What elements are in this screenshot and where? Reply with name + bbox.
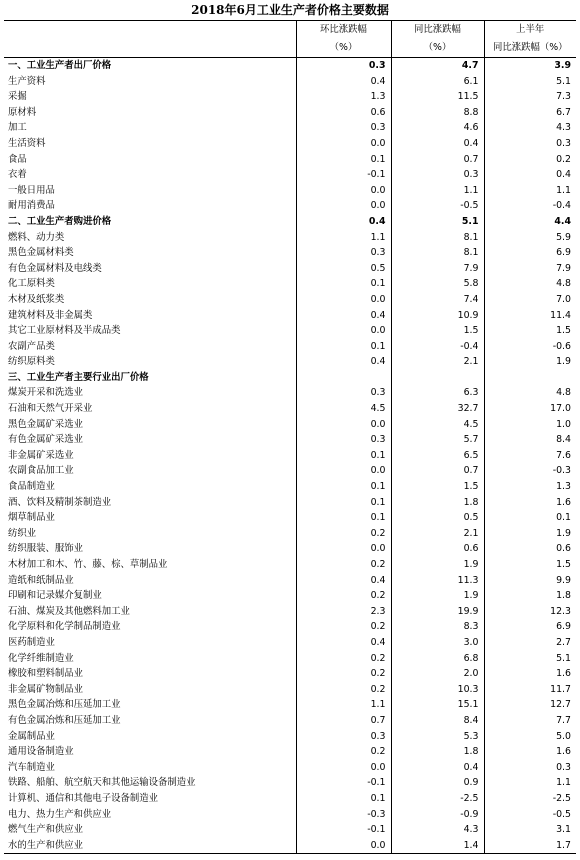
h1-value: 7.0 <box>484 292 576 308</box>
table-row <box>4 354 576 370</box>
header-mom-unit: （%） <box>296 39 391 58</box>
h1-value: -0.3 <box>484 463 576 479</box>
h1-value: 11.7 <box>484 682 576 698</box>
h1-value: 1.6 <box>484 495 576 511</box>
header-mom: 环比涨跌幅 <box>296 21 391 40</box>
mom-value: 0.3 <box>296 120 391 136</box>
mom-value: -0.1 <box>296 822 391 838</box>
mom-value: 0.4 <box>296 214 391 230</box>
mom-value: 0.4 <box>296 573 391 589</box>
h1-value: 12.3 <box>484 604 576 620</box>
yoy-value: 2.1 <box>391 526 484 542</box>
h1-value: 7.7 <box>484 713 576 729</box>
table-row <box>4 651 576 667</box>
yoy-value: 32.7 <box>391 401 484 417</box>
h1-value: 5.1 <box>484 74 576 90</box>
h1-value: 8.4 <box>484 432 576 448</box>
h1-value: 12.7 <box>484 697 576 713</box>
row-label: 石油、煤炭及其他燃料加工业 <box>8 605 130 617</box>
table-row <box>4 261 576 277</box>
mom-value: 0.2 <box>296 557 391 573</box>
row-label: 橡胶和塑料制品业 <box>8 668 84 680</box>
mom-value: 0.0 <box>296 838 391 854</box>
row-label: 衣着 <box>8 169 27 181</box>
yoy-value: 10.3 <box>391 682 484 698</box>
yoy-value: 15.1 <box>391 697 484 713</box>
yoy-value: 5.8 <box>391 276 484 292</box>
h1-value: 1.7 <box>484 838 576 854</box>
h1-value: 1.6 <box>484 666 576 682</box>
h1-value: 1.0 <box>484 417 576 433</box>
mom-value: 0.2 <box>296 651 391 667</box>
mom-value: 0.3 <box>296 729 391 745</box>
row-label: 一般日用品 <box>8 184 55 196</box>
row-label: 煤炭开采和洗选业 <box>8 387 84 399</box>
table-row <box>4 105 576 121</box>
table-row <box>4 183 576 199</box>
table-row <box>4 510 576 526</box>
row-label: 黑色金属矿采选业 <box>8 418 84 430</box>
mom-value: 0.2 <box>296 588 391 604</box>
h1-value: -0.4 <box>484 198 576 214</box>
h1-value: 6.9 <box>484 619 576 635</box>
yoy-value: 11.3 <box>391 573 484 589</box>
row-label: 生活资料 <box>8 137 46 149</box>
table-row <box>4 401 576 417</box>
yoy-value: 2.1 <box>391 354 484 370</box>
mom-value: 0.0 <box>296 463 391 479</box>
h1-value: 0.4 <box>484 167 576 183</box>
mom-value: 0.2 <box>296 619 391 635</box>
table-row <box>4 152 576 168</box>
table-row <box>4 74 576 90</box>
row-label: 铁路、船舶、航空航天和其他运输设备制造业 <box>8 777 196 789</box>
h1-value: 1.5 <box>484 323 576 339</box>
row-label: 纺织服装、服饰业 <box>8 543 84 555</box>
yoy-value: 1.9 <box>391 557 484 573</box>
table-row <box>4 417 576 433</box>
row-label: 原材料 <box>8 106 37 118</box>
row-label: 化学纤维制造业 <box>8 652 74 664</box>
mom-value: 0.0 <box>296 136 391 152</box>
mom-value: -0.1 <box>296 775 391 791</box>
mom-value: 0.3 <box>296 385 391 401</box>
h1-value: -2.5 <box>484 791 576 807</box>
row-label: 化学原料和化学制品制造业 <box>8 621 121 633</box>
yoy-value: 5.1 <box>391 214 484 230</box>
row-label: 非金属矿采选业 <box>8 449 74 461</box>
row-label: 汽车制造业 <box>8 761 55 773</box>
mom-value: 0.7 <box>296 713 391 729</box>
mom-value: 1.1 <box>296 230 391 246</box>
mom-value: 0.0 <box>296 198 391 214</box>
h1-value: -0.6 <box>484 339 576 355</box>
mom-value: 0.0 <box>296 292 391 308</box>
h1-value: 0.1 <box>484 510 576 526</box>
row-label: 黑色金属冶炼和压延加工业 <box>8 699 121 711</box>
mom-value: 0.6 <box>296 105 391 121</box>
table-row <box>4 385 576 401</box>
row-label: 医药制造业 <box>8 636 55 648</box>
yoy-value: 0.3 <box>391 167 484 183</box>
yoy-value: 4.3 <box>391 822 484 838</box>
row-label: 一、工业生产者出厂价格 <box>8 60 112 71</box>
h1-value <box>484 370 576 386</box>
yoy-value: -0.5 <box>391 198 484 214</box>
mom-value: 0.2 <box>296 526 391 542</box>
mom-value: 0.2 <box>296 682 391 698</box>
yoy-value: 1.9 <box>391 588 484 604</box>
row-label: 印刷和记录媒介复制业 <box>8 590 102 602</box>
mom-value: 0.4 <box>296 308 391 324</box>
table-row <box>4 807 576 823</box>
table-row <box>4 557 576 573</box>
mom-value: 0.1 <box>296 276 391 292</box>
mom-value: 0.1 <box>296 495 391 511</box>
table-row <box>4 463 576 479</box>
mom-value: -0.1 <box>296 167 391 183</box>
h1-value: 1.9 <box>484 354 576 370</box>
mom-value: 0.0 <box>296 417 391 433</box>
yoy-value: 6.3 <box>391 385 484 401</box>
table-row <box>4 136 576 152</box>
h1-value: 11.4 <box>484 308 576 324</box>
table-row <box>4 292 576 308</box>
table-row <box>4 541 576 557</box>
yoy-value: 5.7 <box>391 432 484 448</box>
mom-value: 0.3 <box>296 58 391 74</box>
h1-value: 7.9 <box>484 261 576 277</box>
table-row <box>4 230 576 246</box>
table-row <box>4 276 576 292</box>
yoy-value: 6.1 <box>391 74 484 90</box>
table-row <box>4 58 576 74</box>
table-row <box>4 775 576 791</box>
row-label: 纺织业 <box>8 527 37 539</box>
h1-value: 0.2 <box>484 152 576 168</box>
mom-value: 0.1 <box>296 791 391 807</box>
h1-value: 0.6 <box>484 541 576 557</box>
yoy-value: 0.9 <box>391 775 484 791</box>
row-label: 计算机、通信和其他电子设备制造业 <box>8 792 159 804</box>
yoy-value: 0.7 <box>391 463 484 479</box>
table-row <box>4 822 576 838</box>
yoy-value: 11.5 <box>391 89 484 105</box>
table-row <box>4 573 576 589</box>
row-label: 燃料、动力类 <box>8 231 65 243</box>
mom-value: 0.4 <box>296 635 391 651</box>
yoy-value <box>391 370 484 386</box>
yoy-value: 5.3 <box>391 729 484 745</box>
yoy-value: 1.1 <box>391 183 484 199</box>
yoy-value: 1.8 <box>391 495 484 511</box>
mom-value: 0.4 <box>296 74 391 90</box>
h1-value: 1.1 <box>484 775 576 791</box>
row-label: 生产资料 <box>8 75 46 87</box>
yoy-value: 0.4 <box>391 760 484 776</box>
yoy-value: 1.5 <box>391 479 484 495</box>
table-row <box>4 682 576 698</box>
row-label: 其它工业原材料及半成品类 <box>8 325 121 337</box>
h1-value: 1.6 <box>484 744 576 760</box>
yoy-value: 4.7 <box>391 58 484 74</box>
row-label: 耐用消费品 <box>8 200 55 212</box>
yoy-value: 7.4 <box>391 292 484 308</box>
table-row <box>4 666 576 682</box>
table-row <box>4 308 576 324</box>
h1-value: 2.7 <box>484 635 576 651</box>
h1-value: 3.1 <box>484 822 576 838</box>
mom-value: 1.1 <box>296 697 391 713</box>
h1-value: 3.9 <box>484 58 576 74</box>
mom-value: 2.3 <box>296 604 391 620</box>
mom-value: 4.5 <box>296 401 391 417</box>
row-label: 化工原料类 <box>8 278 55 290</box>
yoy-value: 1.8 <box>391 744 484 760</box>
h1-value: 0.3 <box>484 136 576 152</box>
table-row <box>4 619 576 635</box>
yoy-value: -2.5 <box>391 791 484 807</box>
h1-value: 1.1 <box>484 183 576 199</box>
mom-value: -0.3 <box>296 807 391 823</box>
row-label: 建筑材料及非金属类 <box>8 309 93 321</box>
row-label: 烟草制品业 <box>8 512 55 524</box>
table-row <box>4 198 576 214</box>
yoy-value: 8.1 <box>391 245 484 261</box>
h1-value: -0.5 <box>484 807 576 823</box>
row-label: 造纸和纸制品业 <box>8 574 74 586</box>
table-row <box>4 495 576 511</box>
row-label: 有色金属冶炼和压延加工业 <box>8 714 121 726</box>
yoy-value: 2.0 <box>391 666 484 682</box>
table-row <box>4 729 576 745</box>
table-row <box>4 432 576 448</box>
row-label: 食品制造业 <box>8 481 55 493</box>
row-label: 通用设备制造业 <box>8 746 74 758</box>
table-row <box>4 713 576 729</box>
table-body <box>4 21 576 854</box>
row-label: 食品 <box>8 153 27 165</box>
yoy-value: 0.5 <box>391 510 484 526</box>
mom-value: 0.0 <box>296 183 391 199</box>
yoy-value: -0.9 <box>391 807 484 823</box>
table-row <box>4 588 576 604</box>
header-blank <box>4 21 296 40</box>
table-row <box>4 89 576 105</box>
mom-value: 0.1 <box>296 479 391 495</box>
header-row-1 <box>4 21 576 40</box>
h1-value: 4.8 <box>484 385 576 401</box>
h1-value: 6.9 <box>484 245 576 261</box>
row-label: 农副产品类 <box>8 340 55 352</box>
yoy-value: 8.8 <box>391 105 484 121</box>
row-label: 采掘 <box>8 91 27 103</box>
yoy-value: 10.9 <box>391 308 484 324</box>
h1-value: 7.3 <box>484 89 576 105</box>
mom-value: 0.0 <box>296 760 391 776</box>
row-label: 有色金属材料及电线类 <box>8 262 102 274</box>
price-data-table <box>4 20 576 854</box>
h1-value: 5.9 <box>484 230 576 246</box>
mom-value <box>296 370 391 386</box>
yoy-value: 0.4 <box>391 136 484 152</box>
table-row <box>4 526 576 542</box>
table-row <box>4 167 576 183</box>
h1-value: 4.3 <box>484 120 576 136</box>
table-row <box>4 697 576 713</box>
mom-value: 0.0 <box>296 541 391 557</box>
table-row <box>4 448 576 464</box>
table-row <box>4 323 576 339</box>
mom-value: 0.1 <box>296 152 391 168</box>
yoy-value: 4.6 <box>391 120 484 136</box>
mom-value: 0.5 <box>296 261 391 277</box>
table-row <box>4 339 576 355</box>
row-label: 纺织原料类 <box>8 356 55 368</box>
table-row <box>4 760 576 776</box>
mom-value: 0.4 <box>296 354 391 370</box>
yoy-value: 6.8 <box>391 651 484 667</box>
h1-value: 6.7 <box>484 105 576 121</box>
yoy-value: 19.9 <box>391 604 484 620</box>
mom-value: 0.1 <box>296 510 391 526</box>
h1-value: 1.5 <box>484 557 576 573</box>
h1-value: 1.9 <box>484 526 576 542</box>
mom-value: 0.3 <box>296 432 391 448</box>
yoy-value: -0.4 <box>391 339 484 355</box>
mom-value: 0.3 <box>296 245 391 261</box>
yoy-value: 4.5 <box>391 417 484 433</box>
row-label: 黑色金属材料类 <box>8 247 74 259</box>
table-row <box>4 744 576 760</box>
h1-value: 9.9 <box>484 573 576 589</box>
yoy-value: 7.9 <box>391 261 484 277</box>
row-label: 石油和天然气开采业 <box>8 403 93 415</box>
table-row <box>4 635 576 651</box>
yoy-value: 0.6 <box>391 541 484 557</box>
header-row-2 <box>4 39 576 58</box>
mom-value: 1.3 <box>296 89 391 105</box>
h1-value: 5.0 <box>484 729 576 745</box>
header-yoy-unit: （%） <box>391 39 484 58</box>
row-label: 农副食品加工业 <box>8 465 74 477</box>
mom-value: 0.2 <box>296 744 391 760</box>
mom-value: 0.1 <box>296 339 391 355</box>
yoy-value: 1.5 <box>391 323 484 339</box>
header-h1-unit: 同比涨跌幅（%） <box>484 39 576 58</box>
table-row <box>4 214 576 230</box>
h1-value: 7.6 <box>484 448 576 464</box>
yoy-value: 8.3 <box>391 619 484 635</box>
table-row <box>4 604 576 620</box>
yoy-value: 8.1 <box>391 230 484 246</box>
yoy-value: 8.4 <box>391 713 484 729</box>
mom-value: 0.0 <box>296 323 391 339</box>
h1-value: 1.3 <box>484 479 576 495</box>
row-label: 电力、热力生产和供应业 <box>8 808 112 820</box>
row-label: 非金属矿物制品业 <box>8 683 84 695</box>
yoy-value: 6.5 <box>391 448 484 464</box>
page-title: 2018年6月工业生产者价格主要数据 <box>191 3 389 17</box>
mom-value: 0.2 <box>296 666 391 682</box>
yoy-value: 3.0 <box>391 635 484 651</box>
row-label: 金属制品业 <box>8 730 55 742</box>
yoy-value: 1.4 <box>391 838 484 854</box>
yoy-value: 0.7 <box>391 152 484 168</box>
header-h1: 上半年 <box>484 21 576 40</box>
row-label: 三、工业生产者主要行业出厂价格 <box>8 371 149 383</box>
table-row <box>4 370 576 386</box>
row-label: 木材加工和木、竹、藤、棕、草制品业 <box>8 559 168 570</box>
row-label: 二、工业生产者购进价格 <box>8 215 112 227</box>
h1-value: 4.4 <box>484 214 576 230</box>
table-row <box>4 479 576 495</box>
header-yoy: 同比涨跌幅 <box>391 21 484 40</box>
row-label: 水的生产和供应业 <box>4 838 296 854</box>
header-blank <box>4 39 296 58</box>
h1-value: 4.8 <box>484 276 576 292</box>
table-row <box>4 245 576 261</box>
table-row <box>4 791 576 807</box>
table-row <box>4 120 576 136</box>
h1-value: 0.3 <box>484 760 576 776</box>
row-label: 木材及纸浆类 <box>8 293 65 305</box>
row-label: 加工 <box>8 122 27 134</box>
h1-value: 5.1 <box>484 651 576 667</box>
row-label: 燃气生产和供应业 <box>8 824 84 836</box>
row-label: 有色金属矿采选业 <box>8 434 84 446</box>
mom-value: 0.1 <box>296 448 391 464</box>
h1-value: 17.0 <box>484 401 576 417</box>
row-label: 酒、饮料及精制茶制造业 <box>8 496 112 508</box>
table-row <box>4 838 576 854</box>
h1-value: 1.8 <box>484 588 576 604</box>
